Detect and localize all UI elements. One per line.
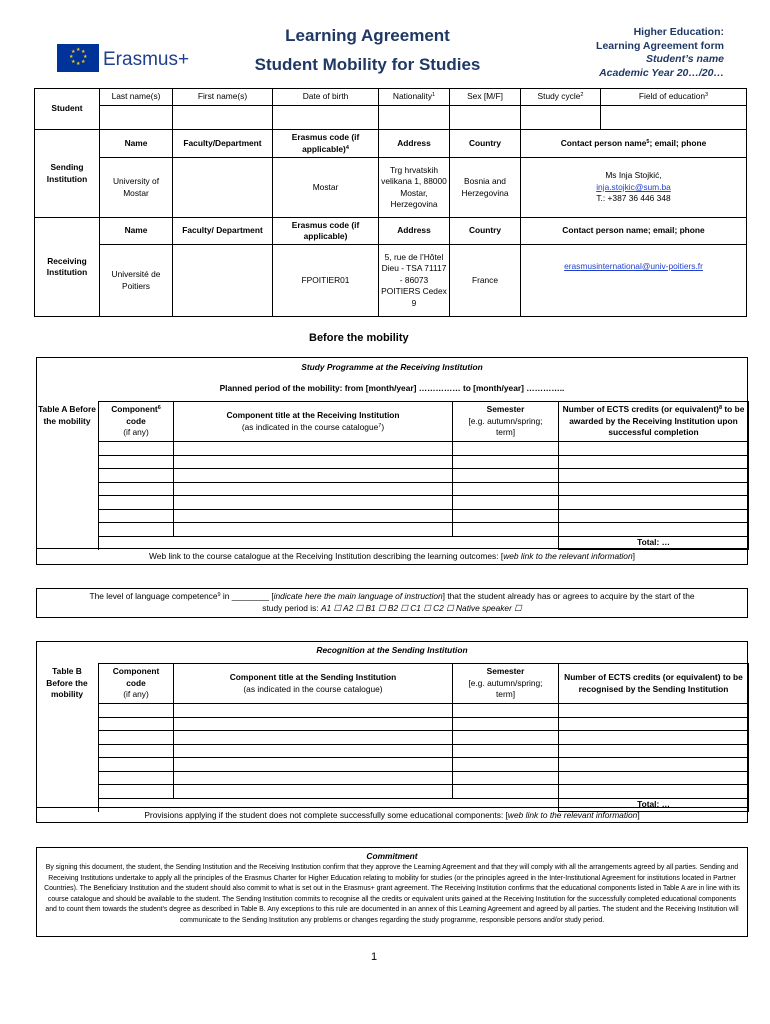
student-col-header: Last name(s) <box>100 89 173 106</box>
table-row <box>99 704 749 718</box>
table-b-cell[interactable] <box>174 771 453 785</box>
table-row <box>99 785 749 799</box>
table-b-code-header: Component code (if any) <box>99 664 174 704</box>
page-title: Learning Agreement <box>285 26 450 45</box>
sending-header: Name <box>100 130 173 158</box>
sending-header: Country <box>450 130 521 158</box>
student-first-name-field[interactable] <box>173 106 273 130</box>
table-a-cell[interactable] <box>99 496 174 510</box>
table-b <box>98 663 749 812</box>
table-b-label: Table B Before the mobility <box>46 666 88 699</box>
receiving-contact <box>521 245 747 317</box>
table-a-cell[interactable] <box>174 482 453 496</box>
table-row <box>99 523 749 537</box>
table-a-cell[interactable] <box>453 455 559 469</box>
student-dob-field[interactable] <box>273 106 379 130</box>
table-b-title-header: Component title at the Sending Institution (as indicated in the course catalogue) <box>174 664 453 704</box>
language-competence: The level of language competence$^9$ in ________ [indicate here the main language of instruction] that the student already has or agrees to acquire by the start of the study period is: A1 ☐ A2 ☐ B1 ☐ B2 ☐ C1 ☐ C2 ☐ Native speaker ☐ <box>89 591 695 613</box>
student-cycle-field[interactable] <box>521 106 601 130</box>
table-b-title: Recognition at the Sending Institution <box>316 645 468 655</box>
student-sex-field[interactable] <box>450 106 521 130</box>
table-b-cell[interactable] <box>174 731 453 745</box>
table-b-provisions: Provisions applying if the student does not complete successfully some educational components: [web link to the relevant information] <box>36 807 748 823</box>
table-a-cell[interactable] <box>174 469 453 483</box>
student-col-header: Sex [M/F] <box>450 89 521 106</box>
table-b-cell[interactable] <box>559 704 749 718</box>
table-row <box>99 771 749 785</box>
table-b-total: Total: … <box>559 798 749 812</box>
receiving-address: 5, rue de l’Hôtel Dieu - TSA 71117 - 86073 POITIERS Cedex 9 <box>379 245 450 317</box>
student-nationality-field[interactable] <box>379 106 450 130</box>
language-levels[interactable]: A1 ☐ A2 ☐ B1 ☐ B2 ☐ C1 ☐ C2 ☐ Native speaker ☐ <box>320 602 522 613</box>
table-a-label: Table A Before the mobility <box>38 404 96 426</box>
receiving-header: Faculty/ Department <box>173 218 273 245</box>
table-a-cell[interactable] <box>99 509 174 523</box>
receiving-header: Contact person name; email; phone <box>521 218 747 245</box>
page-number: 1 <box>371 951 378 963</box>
table-b-cell[interactable] <box>174 717 453 731</box>
table-b-ects-header: Number of ECTS credits (or equivalent) to be recognised by the Sending Institution <box>559 664 749 704</box>
table-b-semester-header: Semester [e.g. autumn/spring; term] <box>453 664 559 704</box>
commitment-title: Commitment <box>366 851 418 861</box>
table-b-cell[interactable] <box>559 758 749 772</box>
table-a-cell[interactable] <box>174 442 453 456</box>
commitment-text: By signing this document, the student, the Sending Institution and the Receiving Institution confirm that they approve the Learning Agreement and that they will comply with all the arrangements agreed by all parties. Sending and Receiving Institutions undertake to apply all the principles of the Erasmus Charter for Higher Education relating to mobility for studies (or the principles agreed in the Inter-Institutional Agreement for institutions located in Partner Countries). The Beneficiary Institution and the student should also commit to what is set out in the Erasmus+ grant agreement. The Receiving Institution confirms that the educational components listed in Table A are in line with its course catalogue and should be available to the student. The Sending Institution commits to recognise all the credits or equivalent units gained at the Receiving Institution for the successfully completed educational components and to count them towards the student's degree as described in Table B. Any exceptions to this rule are documented in an annex of this Learning Agreement and agreed by all parties. The student and the Receiving Institution will communicate to the Sending Institution any problems or changes regarding the study programme, responsible persons and/or study period. <box>44 864 740 924</box>
receiving-contact-email[interactable]: erasmusinternational@univ-poitiers.fr <box>564 261 703 271</box>
receiving-header: Country <box>450 218 521 245</box>
table-row <box>99 469 749 483</box>
logo-text: Erasmus+ <box>103 49 190 70</box>
table-b-cell[interactable] <box>174 744 453 758</box>
sending-name: University of Mostar <box>100 158 173 218</box>
table-b-cell[interactable] <box>559 771 749 785</box>
table-a-cell[interactable] <box>174 523 453 537</box>
section-title: Before the mobility <box>309 332 409 344</box>
sending-label: Sending Institution <box>35 130 100 218</box>
table-a-cell[interactable] <box>453 496 559 510</box>
sending-contact <box>521 158 747 218</box>
table-b-cell[interactable] <box>99 704 174 718</box>
table-b-cell[interactable] <box>559 744 749 758</box>
table-b-cell[interactable] <box>99 717 174 731</box>
table-a-title-header: Component title at the Receiving Institution (as indicated in the course catalogue$^7$) <box>174 402 453 442</box>
table-b-cell[interactable] <box>99 744 174 758</box>
header-line-2: Learning Agreement form <box>596 39 724 52</box>
sending-contact-phone: T.: +387 36 446 348 <box>596 193 671 204</box>
table-row <box>99 482 749 496</box>
table-a-cell[interactable] <box>99 455 174 469</box>
receiving-header: Address <box>379 218 450 245</box>
table-a-code-header: Component$^6$ code (if any) <box>99 402 174 442</box>
table-a-cell[interactable] <box>559 469 749 483</box>
table-b-cell[interactable] <box>453 704 559 718</box>
table-a-cell[interactable] <box>453 469 559 483</box>
table-a-cell[interactable] <box>559 509 749 523</box>
table-b-cell[interactable] <box>99 771 174 785</box>
table-a-cell[interactable] <box>174 496 453 510</box>
table-a-cell[interactable] <box>174 509 453 523</box>
table-a-cell[interactable] <box>559 442 749 456</box>
student-col-header: First name(s) <box>173 89 273 106</box>
receiving-country: France <box>450 245 521 317</box>
header-line-4: Academic Year 20…/20… <box>599 66 724 79</box>
table-b-cell[interactable] <box>559 717 749 731</box>
receiving-header: Name <box>100 218 173 245</box>
institutions-table <box>34 88 747 317</box>
table-b-cell[interactable] <box>453 717 559 731</box>
table-a-cell[interactable] <box>99 482 174 496</box>
receiving-name: Université de Poitiers <box>100 245 173 317</box>
table-a-ects-header: Number of ECTS credits (or equivalent)$^8$ to be awarded by the Receiving Institution upon successful completion <box>559 402 749 442</box>
sending-header: Faculty/Department <box>173 130 273 158</box>
table-a-cell[interactable] <box>559 523 749 537</box>
student-col-header: Study cycle$^2$ <box>521 89 601 106</box>
table-a-cell[interactable] <box>559 482 749 496</box>
sending-address: Trg hrvatskih velikana 1, 88000 Mostar, Herzegovina <box>379 158 450 218</box>
table-a-total: Total: … <box>559 536 749 550</box>
table-row <box>99 509 749 523</box>
student-col-header: Date of birth <box>273 89 379 106</box>
table-a-weblink: Web link to the course catalogue at the Receiving Institution describing the learning outcomes: [web link to the relevant information] <box>36 548 748 565</box>
table-row <box>99 442 749 456</box>
header-right-info <box>596 26 724 80</box>
sending-header: Erasmus code (if applicable)$^4$ <box>273 130 379 158</box>
table-a-cell[interactable] <box>453 482 559 496</box>
table-a-cell[interactable] <box>99 523 174 537</box>
erasmus-logo <box>57 44 197 74</box>
student-col-header: Field of education$^3$ <box>601 89 747 106</box>
sending-contact-name: Ms Inja Stojkić, <box>605 170 662 181</box>
table-a-cell[interactable] <box>99 442 174 456</box>
table-a-semester-header: Semester [e.g. autumn/spring; term] <box>453 402 559 442</box>
table-b-cell[interactable] <box>453 758 559 772</box>
table-row <box>99 744 749 758</box>
table-b-cell[interactable] <box>174 704 453 718</box>
table-b-cell[interactable] <box>453 731 559 745</box>
student-field-of-education[interactable] <box>601 106 747 130</box>
table-a-cell[interactable] <box>453 523 559 537</box>
student-last-name-field[interactable] <box>100 106 173 130</box>
table-b-cell[interactable] <box>99 731 174 745</box>
table-row <box>99 758 749 772</box>
sending-contact-email[interactable]: inja.stojkic@sum.ba <box>596 181 671 192</box>
header-line-3: Student’s name <box>646 53 724 65</box>
table-b-cell[interactable] <box>453 744 559 758</box>
table-b-cell[interactable] <box>453 785 559 799</box>
sending-erasmus-code: Mostar <box>273 158 379 218</box>
sending-faculty[interactable] <box>173 158 273 218</box>
student-label: Student <box>35 89 100 130</box>
table-b-cell[interactable] <box>99 785 174 799</box>
student-col-header: Nationality$^1$ <box>379 89 450 106</box>
sending-header: Contact person name$^5$; email; phone <box>521 130 747 158</box>
table-a-cell[interactable] <box>453 442 559 456</box>
table-b-cell[interactable] <box>99 758 174 772</box>
table-a-cell[interactable] <box>559 455 749 469</box>
receiving-erasmus-code: FPOITIER01 <box>273 245 379 317</box>
table-b-cell[interactable] <box>559 785 749 799</box>
sending-header: Address <box>379 130 450 158</box>
table-a-title: Study Programme at the Receiving Institution <box>301 362 483 372</box>
receiving-header: Erasmus code (if applicable) <box>273 218 379 245</box>
eu-flag-icon: ★ ★ ★ ★ ★ ★ ★ ★ <box>57 44 99 72</box>
page-subtitle: Student Mobility for Studies <box>254 55 481 74</box>
table-b-cell[interactable] <box>559 731 749 745</box>
sending-country: Bosnia and Herzegovina <box>450 158 521 218</box>
header-line-1: Higher Education: <box>633 26 724 38</box>
table-row <box>99 731 749 745</box>
table-b-cell[interactable] <box>453 771 559 785</box>
table-a-cell[interactable] <box>559 496 749 510</box>
table-a-cell[interactable] <box>99 469 174 483</box>
table-row <box>99 455 749 469</box>
receiving-faculty[interactable] <box>173 245 273 317</box>
table-a-cell[interactable] <box>453 509 559 523</box>
table-b-cell[interactable] <box>174 785 453 799</box>
table-row <box>99 496 749 510</box>
table-row <box>99 717 749 731</box>
table-a <box>98 401 749 550</box>
table-a-period: Planned period of the mobility: from [month/year] …………… to [month/year] ………….. <box>219 383 565 393</box>
receiving-label: Receiving Institution <box>35 218 100 317</box>
table-a-cell[interactable] <box>174 455 453 469</box>
table-b-cell[interactable] <box>174 758 453 772</box>
